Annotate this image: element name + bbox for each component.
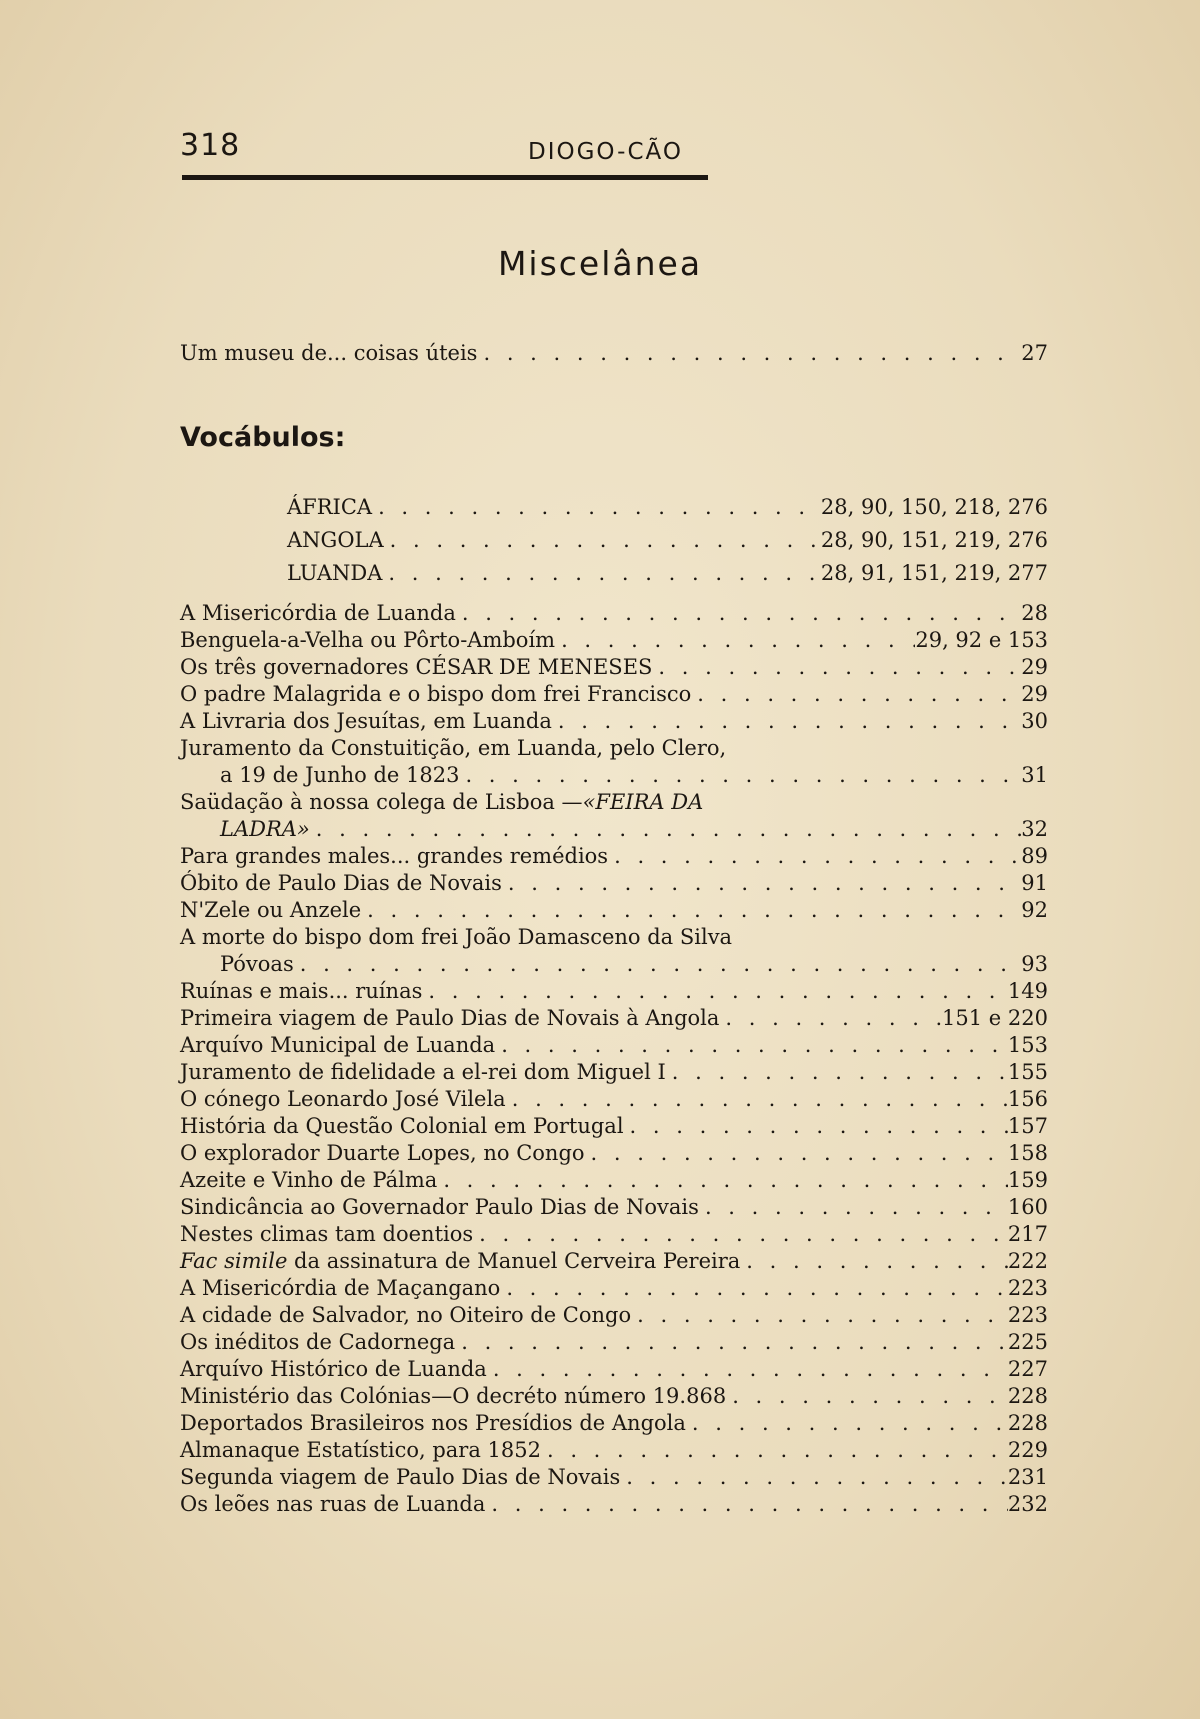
leader-dots: [495, 1032, 1008, 1059]
running-title: DIOGO-CÃO: [528, 139, 683, 165]
entry-title: Para grandes males... grandes remédios: [180, 844, 609, 868]
toc-entry: [180, 1248, 1048, 1275]
leader-dots: [541, 1437, 1008, 1464]
leader-dots: [437, 1167, 1008, 1194]
leader-dots: [310, 816, 1021, 843]
entry-page: 28, 90, 150, 218, 276: [820, 495, 1048, 519]
entry-page: 29, 92 e 153: [915, 628, 1048, 652]
vocab-entry: [287, 527, 1048, 554]
leader-dots: [506, 1086, 1008, 1113]
entry-title: Juramento da Constuitição, em Luanda, pelo Clero,: [180, 736, 727, 760]
entry-title-continued: Póvoas: [220, 952, 294, 976]
entry-page: 229: [1007, 1438, 1048, 1462]
leader-dots: [666, 1059, 1008, 1086]
entry-page: 159: [1007, 1168, 1048, 1192]
entry-title: ANGOLA: [287, 528, 384, 552]
entry-page: 222: [1007, 1249, 1048, 1273]
toc-entry: [180, 681, 1048, 708]
toc-entry-line2: [220, 951, 1048, 978]
toc-entry: [180, 1032, 1048, 1059]
entry-page: 217: [1007, 1222, 1048, 1246]
entry-title-italic: «FEIRA DA: [582, 790, 704, 814]
leader-dots: [608, 843, 1021, 870]
vocab-heading: Vocábulos:: [180, 422, 346, 453]
entry-page: 29: [1021, 682, 1048, 706]
toc-entry-line2: [220, 816, 1048, 843]
toc-entry-line1: [180, 789, 1048, 816]
entry-title: A Misericórdia de Maçangano: [180, 1276, 501, 1300]
leader-dots: [624, 1113, 1008, 1140]
entry-title: Primeira viagem de Paulo Dias de Novais à Angola: [180, 1006, 720, 1030]
leader-dots: [477, 340, 1021, 367]
leader-dots: [455, 1329, 1008, 1356]
leader-dots: [485, 1491, 1008, 1518]
entry-page: 157: [1007, 1114, 1048, 1138]
entry-page: 225: [1007, 1330, 1048, 1354]
toc-entry: [180, 843, 1048, 870]
leader-dots: [422, 978, 1008, 1005]
toc-entry: [180, 1329, 1048, 1356]
entry-page: 153: [1007, 1033, 1048, 1057]
leader-dots: [740, 1248, 1008, 1275]
leader-dots: [361, 897, 1021, 924]
leader-dots: [456, 600, 1021, 627]
entry-page: 228: [1007, 1384, 1048, 1408]
entry-title: Deportados Brasileiros nos Presídios de Angola: [180, 1411, 686, 1435]
entry-title: O padre Malagrida e o bispo dom frei Francisco: [180, 682, 692, 706]
leader-dots: [459, 762, 1021, 789]
toc-entry: [180, 1275, 1048, 1302]
entry-page: 151 e 220: [942, 1006, 1048, 1030]
entry-page: 160: [1007, 1195, 1048, 1219]
toc-entry: [180, 1491, 1048, 1518]
leader-dots: [372, 494, 821, 521]
entry-title: Ruínas e mais... ruínas: [180, 979, 423, 1003]
toc-entry: [180, 1437, 1048, 1464]
leader-dots: [502, 870, 1021, 897]
entry-page: 89: [1021, 844, 1048, 868]
entry-title: ÁFRICA: [287, 495, 373, 519]
leader-dots: [487, 1356, 1008, 1383]
entry-title: A Misericórdia de Luanda: [180, 601, 456, 625]
entry-page: 93: [1021, 952, 1048, 976]
toc-entry: [180, 1221, 1048, 1248]
entry-title: Arquívo Municipal de Luanda: [180, 1033, 496, 1057]
entry-title: Almanaque Estatístico, para 1852: [180, 1438, 541, 1462]
entry-page: 32: [1021, 817, 1048, 841]
leader-dots: [384, 527, 821, 554]
entry-page: 149: [1007, 979, 1048, 1003]
toc-entry: [180, 1059, 1048, 1086]
header-rule: [182, 175, 708, 180]
toc-entry: [180, 600, 1048, 627]
entry-title: A morte do bispo dom frei João Damasceno da Silva: [180, 925, 733, 949]
leader-dots: [719, 1005, 942, 1032]
leader-dots: [382, 560, 821, 587]
leader-dots: [500, 1275, 1008, 1302]
toc-entry: [180, 1464, 1048, 1491]
vocab-entry: [287, 494, 1048, 521]
entry-title: da assinatura de Manuel Cerveira Pereira: [287, 1249, 741, 1273]
entry-title: Segunda viagem de Paulo Dias de Novais: [180, 1465, 621, 1489]
toc-entry: [180, 1140, 1048, 1167]
entry-page: 92: [1021, 898, 1048, 922]
entry-title: Os inéditos de Cadornega: [180, 1330, 456, 1354]
entry-page: 28, 91, 151, 219, 277: [820, 561, 1048, 585]
entry-page: 27: [1021, 341, 1048, 365]
toc-entry-line2: [220, 762, 1048, 789]
toc-entry: [180, 1167, 1048, 1194]
page-number: 318: [180, 128, 241, 163]
entry-page: 223: [1007, 1276, 1048, 1300]
toc-entry-line1: [180, 924, 1048, 951]
entry-page: 28, 90, 151, 219, 276: [820, 528, 1048, 552]
entry-page: 30: [1021, 709, 1048, 733]
vocab-entry: [287, 560, 1048, 587]
entry-page: 28: [1021, 601, 1048, 625]
leader-dots: [473, 1221, 1008, 1248]
entry-title: Óbito de Paulo Dias de Novais: [180, 871, 502, 895]
toc-entry: [180, 1194, 1048, 1221]
toc-entry: [180, 1113, 1048, 1140]
entry-title-italic: Fac simile: [180, 1249, 288, 1273]
entry-title: Um museu de... coisas úteis: [180, 341, 478, 365]
entry-title: O cónego Leonardo José Vilela: [180, 1087, 506, 1111]
section-title: Miscelânea: [497, 244, 703, 283]
toc-entry-line1: [180, 735, 1048, 762]
leader-dots: [686, 1410, 1008, 1437]
toc-entry: [180, 1383, 1048, 1410]
toc-entry: [180, 1410, 1048, 1437]
entry-title: LUANDA: [287, 561, 383, 585]
entry-page: 158: [1007, 1141, 1048, 1165]
entry-title: Os leões nas ruas de Luanda: [180, 1492, 486, 1516]
entry-title: A cidade de Salvador, no Oiteiro de Congo: [180, 1303, 632, 1327]
entry-title: Azeite e Vinho de Pálma: [180, 1168, 438, 1192]
leader-dots: [585, 1140, 1008, 1167]
entry-title: Ministério das Colónias—O decréto número 19.868: [180, 1384, 727, 1408]
toc-entry: [180, 1005, 1048, 1032]
entry-title: Arquívo Histórico de Luanda: [180, 1357, 487, 1381]
entry-title: Os três governadores CÉSAR DE MENESES: [180, 655, 653, 679]
entry-page: 91: [1021, 871, 1048, 895]
toc-entry: [180, 340, 1048, 367]
entry-title: História da Questão Colonial em Portugal: [180, 1114, 624, 1138]
leader-dots: [699, 1194, 1008, 1221]
entry-page: 29: [1021, 655, 1048, 679]
leader-dots: [555, 627, 915, 654]
toc-entry: [180, 1302, 1048, 1329]
entry-page: 228: [1007, 1411, 1048, 1435]
entry-page: 223: [1007, 1303, 1048, 1327]
leader-dots: [631, 1302, 1008, 1329]
toc-entry: [180, 870, 1048, 897]
entry-title: Juramento de fidelidade a el-rei dom Miguel I: [180, 1060, 666, 1084]
toc-entry: [180, 654, 1048, 681]
toc-entry: [180, 708, 1048, 735]
entry-page: 31: [1021, 763, 1048, 787]
entry-page: 155: [1007, 1060, 1048, 1084]
leader-dots: [652, 654, 1021, 681]
toc-entry: [180, 1086, 1048, 1113]
entry-title: O explorador Duarte Lopes, no Congo: [180, 1141, 585, 1165]
entry-title: Saüdação à nossa colega de Lisboa —: [180, 790, 583, 814]
toc-entry: [180, 1356, 1048, 1383]
entry-page: 156: [1007, 1087, 1048, 1111]
leader-dots: [691, 681, 1021, 708]
entry-page: 227: [1007, 1357, 1048, 1381]
entry-title: N'Zele ou Anzele: [180, 898, 362, 922]
leader-dots: [294, 951, 1022, 978]
leader-dots: [620, 1464, 1008, 1491]
entry-title: Benguela-a-Velha ou Pôrto-Amboím: [180, 628, 556, 652]
leader-dots: [552, 708, 1021, 735]
toc-entry: [180, 627, 1048, 654]
toc-entry: [180, 897, 1048, 924]
entry-title-continued: LADRA»: [220, 817, 310, 841]
toc-entry: [180, 978, 1048, 1005]
entry-page: 231: [1007, 1465, 1048, 1489]
leader-dots: [726, 1383, 1008, 1410]
entry-title: Nestes climas tam doentios: [180, 1222, 474, 1246]
entry-title-continued: a 19 de Junho de 1823: [220, 763, 460, 787]
entry-page: 232: [1007, 1492, 1048, 1516]
entry-title: A Livraria dos Jesuítas, em Luanda: [180, 709, 552, 733]
entry-title: Sindicância ao Governador Paulo Dias de Novais: [180, 1195, 699, 1219]
